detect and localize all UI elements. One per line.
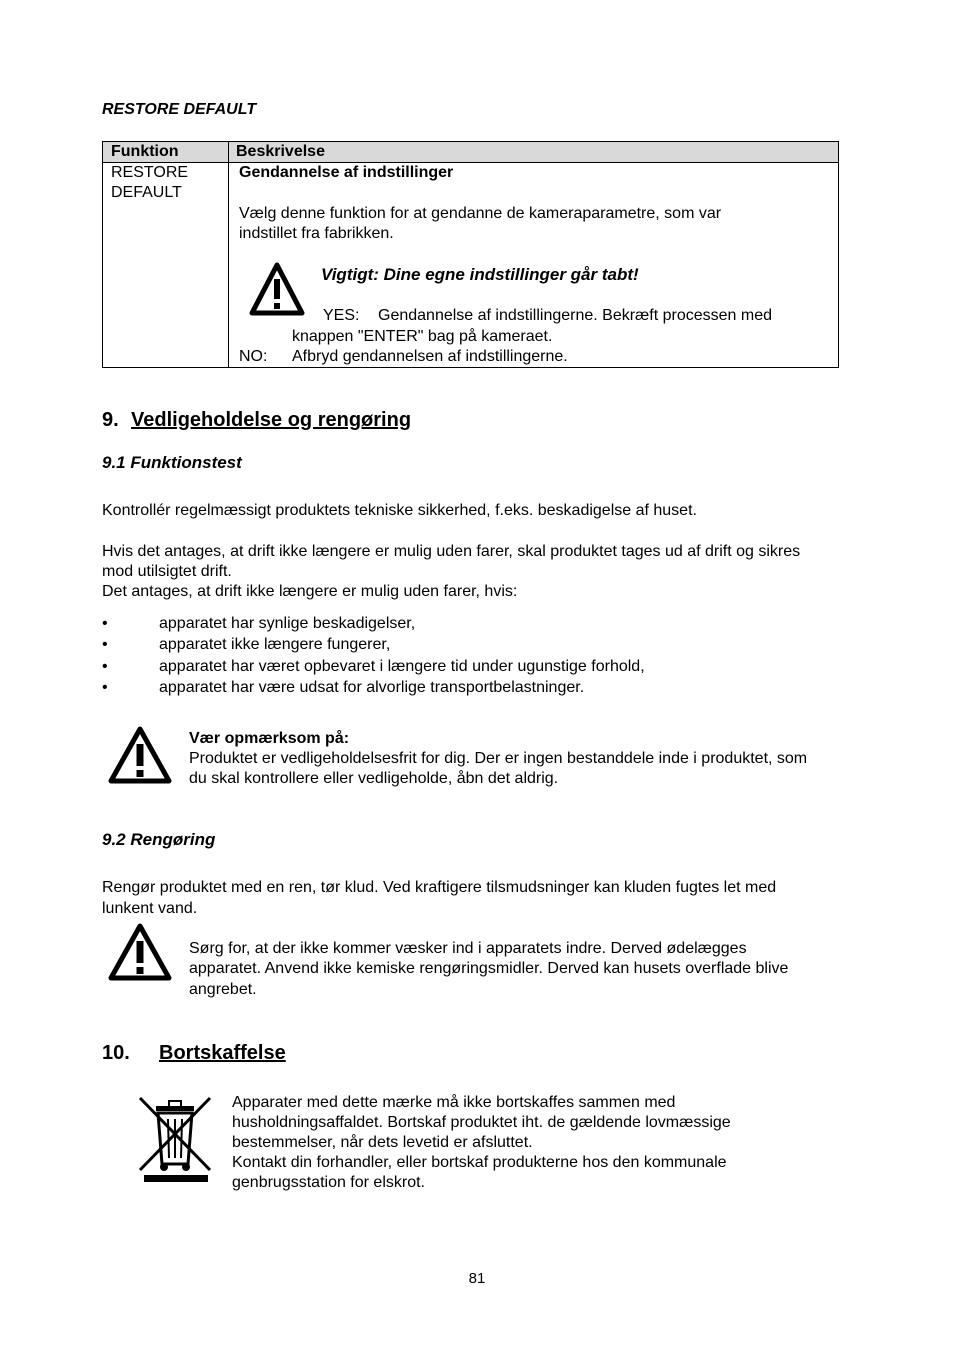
warning-triangle-icon [108,726,172,784]
bullet-marker: • [102,658,108,675]
section9-1-para2-line2: mod utilsigtet drift. [102,563,232,580]
crossed-bin-icon [136,1094,214,1184]
restore-default-heading: RESTORE DEFAULT [102,101,257,118]
table-desc-para-line2: indstillet fra fabrikken. [239,225,394,242]
disposal-line: genbrugsstation for elskrot. [232,1174,425,1191]
table-no-label: NO: [239,348,268,365]
section9-1-title: 9.1 Funktionstest [102,453,242,472]
section9-1-para1: Kontrollér regelmæssigt produktets tekniske sikkerhed, f.eks. beskadigelse af huset. [102,502,697,519]
page-number: 81 [468,1270,486,1287]
table-header-row [103,142,838,163]
table-yes-text-line2: knappen "ENTER" bag på kameraet. [292,328,553,345]
table-func-line2: DEFAULT [111,184,182,201]
table-desc-title: Gendannelse af indstillinger [239,164,454,181]
warning-triangle-icon [108,923,172,981]
bullet-item: apparatet ikke længere fungerer, [159,636,391,653]
bullet-marker: • [102,636,108,653]
bullet-marker: • [102,615,108,632]
section9-2-para-line2: lunkent vand. [102,900,198,917]
table-yes-text-line1: Gendannelse af indstillingerne. Bekræft processen med [378,307,772,324]
disposal-line: Kontakt din forhandler, eller bortskaf produkterne hos den kommunale [232,1154,727,1171]
table-func-line1: RESTORE [111,164,189,181]
restore-default-table [102,141,839,368]
disposal-line: husholdningsaffaldet. Bortskaf produktet iht. de gældende lovmæssige [232,1114,731,1131]
table-warning-text: Vigtigt: Dine egne indstillinger går tabt! [321,265,639,284]
notice-line1: Produktet er vedligeholdelsesfrit for dig. Der er ingen bestanddele inde i produktet, som [189,750,808,767]
bullet-item: apparatet har være udsat for alvorlige transportbelastninger. [159,679,585,696]
table-no-text: Afbryd gendannelsen af indstillingerne. [292,348,568,365]
cleaning-warning-line2: apparatet. Anvend ikke kemiske rengøringsmidler. Derved kan husets overflade blive [189,960,789,977]
notice-title: Vær opmærksom på: [189,730,350,747]
section9-2-para-line1: Rengør produktet med en ren, tør klud. Ved kraftigere tilsmudsninger kan kluden fugtes let med [102,879,777,896]
section9-1-para2-line1: Hvis det antages, at drift ikke længere er mulig uden farer, skal produktet tages ud af drift og sikres [102,543,801,560]
section9-1-para3: Det antages, at drift ikke længere er mulig uden farer, hvis: [102,583,518,600]
warning-triangle-icon [249,262,305,316]
section9-number: 9. [102,409,119,431]
bullet-item: apparatet har været opbevaret i længere tid under ugunstige forhold, [159,658,645,675]
table-header-funktion: Funktion [111,143,179,160]
bullet-marker: • [102,679,108,696]
cleaning-warning-line1: Sørg for, at der ikke kommer væsker ind i apparatets indre. Derved ødelægges [189,940,747,957]
bullet-item: apparatet har synlige beskadigelser, [159,615,416,632]
section9-2-title: 9.2 Rengøring [102,830,216,849]
section10-title: Bortskaffelse [159,1042,286,1064]
cleaning-warning-line3: angrebet. [189,981,257,998]
table-header-beskrivelse: Beskrivelse [236,143,325,160]
section9-title: Vedligeholdelse og rengøring [131,409,412,431]
notice-line2: du skal kontrollere eller vedligeholde, åbn det aldrig. [189,770,559,787]
disposal-line: bestemmelser, når dets levetid er afsluttet. [232,1134,533,1151]
section10-number: 10. [102,1042,130,1064]
table-yes-label: YES: [323,307,360,324]
table-desc-para-line1: Vælg denne funktion for at gendanne de kameraparametre, som var [239,205,722,222]
table-column-divider [228,142,229,367]
disposal-line: Apparater med dette mærke må ikke bortskaffes sammen med [232,1094,676,1111]
